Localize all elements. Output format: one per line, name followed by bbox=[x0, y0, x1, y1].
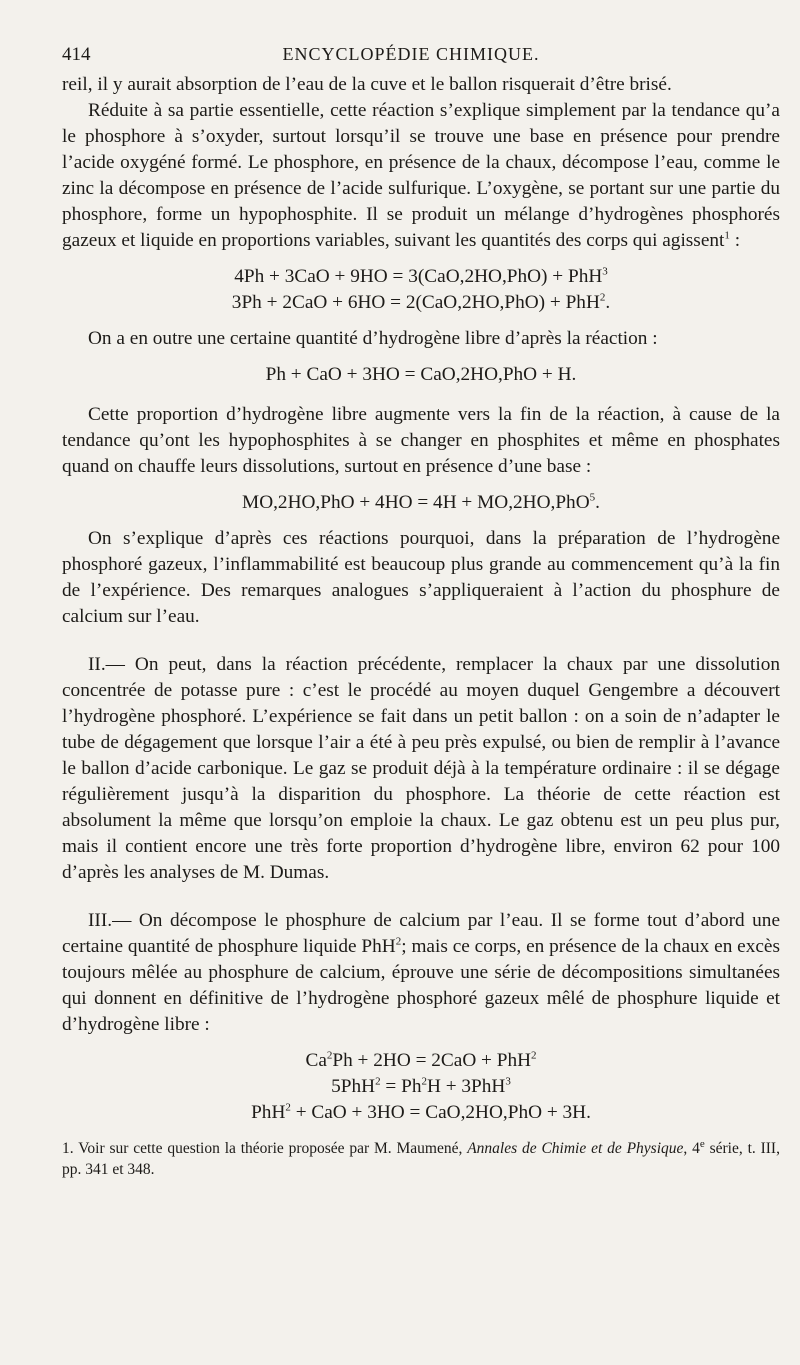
paragraph-free-hydrogen: On a en outre une certaine quantité d’hydrogène libre d’après la réaction : bbox=[88, 328, 658, 349]
equation-1: 4Ph + 3CaO + 9HO = 3(CaO,2HO,PhO) + PhH$^3$ bbox=[234, 265, 608, 287]
running-title: ENCYCLOPÉDIE CHIMIQUE. bbox=[282, 44, 540, 64]
equation-3: Ph + CaO + 3HO = CaO,2HO,PhO + H. bbox=[265, 364, 577, 385]
journal-title: Annales de Chimie et de Physique bbox=[467, 1140, 684, 1157]
paragraph-section-II: II.— On peut, dans la réaction précédente, remplacer la chaux par une dissolution concentrée de potasse pure : c’est le procédé au moyen duquel Gengembre a découvert l’hydrogène phosphoré. L’expérience se fait dans un petit ballon : on a soin de n’adapter le tube de dégagement que lorsque l’air a été à peu près expulsé, ou bien de remplir à l’avance le ballon d’acide carbonique. Le gaz se produit déjà à la température ordinaire : il se dégage régulièrement jusqu’à la disparition du phosphore. La théorie de cette réaction est absolument la même que lorsqu’on emploie la chaux. Le gaz obtenu est un peu plus pur, mais il contient encore une très forte proportion d’hydrogène libre, environ 62 pour 100 d’après les analyses de M. Dumas. bbox=[62, 654, 780, 883]
page-body bbox=[62, 72, 780, 1180]
equation-2: 3Ph + 2CaO + 6HO = 2(CaO,2HO,PhO) + PhH$^2$. bbox=[231, 291, 611, 313]
page-number: 414 bbox=[62, 44, 91, 65]
paragraph-continued: reil, il y aurait absorption de l’eau de la cuve et le ballon risquerait d’être brisé. bbox=[62, 74, 672, 95]
paragraph-proportion: Cette proportion d’hydrogène libre augmente vers la fin de la réaction, à cause de la tendance qu’ont les hypophosphites à se changer en phosphites et même en phosphates quand on chauffe leurs dissolutions, surtout en présence d’une base : bbox=[62, 404, 780, 477]
footnote: 1. Voir sur cette question la théorie proposée par M. Maumené, Annales de Chimie et de Physique, 4e série, t. III, pp. 341 et 348. bbox=[62, 1137, 780, 1178]
equation-6: $5PhH^2 = Ph^2H + 3PhH^3$ bbox=[331, 1075, 511, 1097]
paragraph-inflammability: On s’explique d’après ces réactions pourquoi, dans la préparation de l’hydrogène phosphoré gazeux, l’inflammabilité est beaucoup plus grande au commencement qu’à la fin de l’expérience. Des remarques analogues s’appliqueraient à l’action du phosphure de calcium sur l’eau. bbox=[62, 528, 780, 627]
page-header bbox=[62, 44, 760, 68]
paragraph-reaction-explanation: Réduite à sa partie essentielle, cette réaction s’explique simplement par la tendance qu’a le phosphore à s’oxyder, surtout lorsqu’il se trouve une base en présence pour prendre l’acide oxygéné formé. Le phosphore, en présence de la chaux, décompose l’eau, comme le zinc la décompose en présence de l’acide sulfurique. L’oxygène, se portant sur une partie du phosphore, forme un hypophosphite. Il se produit un mélange d’hydrogènes phosphorés gazeux et liquide en proportions variables, suivant les quantités des corps qui agissent$^1$ : bbox=[62, 100, 780, 251]
equation-7: PhH$^2$ + CaO + 3HO = CaO,2HO,PhO + 3H. bbox=[251, 1101, 591, 1123]
footnote-number: 1. bbox=[62, 1140, 74, 1157]
equation-4: MO,2HO,PhO + 4HO = 4H + MO,2HO,PhO$^5$. bbox=[242, 491, 600, 513]
equation-5: $Ca^2Ph + 2HO = 2CaO + PhH^2$ bbox=[305, 1049, 537, 1071]
footnote-ref: 1 bbox=[724, 229, 730, 242]
paragraph-section-III: III.— On décompose le phosphure de calcium par l’eau. Il se forme tout d’abord une certaine quantité de phosphure liquide PhH$^2$; mais ce corps, en présence de la chaux en excès toujours mêlée au phosphure de calcium, éprouve une série de décompositions simultanées qui donnent en définitive de l’hydrogène phosphoré gazeux mêlé de phosphure liquide et d’hydrogène libre : bbox=[62, 910, 780, 1035]
